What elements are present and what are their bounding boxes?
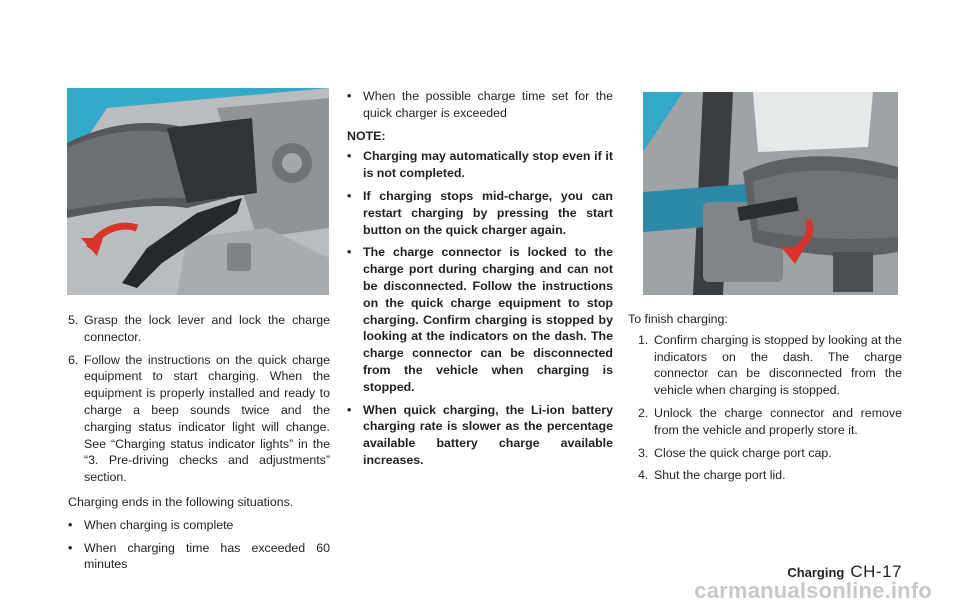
list-item: • Charging may automatically stop even if it is not completed.: [347, 149, 613, 181]
step-1: 1. Confirm charging is stopped by looking at the indicators on the dash. The charge connector can be disconnected from the vehicle when charging is stopped.: [638, 332, 902, 398]
list-item: • When quick charging, the Li-ion battery charging rate is slower as the percentage available battery charge available increases.: [347, 402, 613, 467]
charging-ends-list-continued: [347, 88, 613, 122]
right-column: [628, 311, 902, 490]
left-column: [68, 312, 330, 579]
finish-charging-intro: To finish charging:: [628, 312, 728, 326]
finish-steps-list: [628, 332, 902, 484]
step-2: 2. Unlock the charge connector and remove from the vehicle and properly store it.: [638, 405, 902, 437]
step-5: 5. Grasp the lock lever and lock the charge connector.: [68, 313, 330, 344]
charging-ends-intro: Charging ends in the following situations.: [68, 494, 294, 509]
step-6: 6. Follow the instructions on the quick charge equipment to start charging. When the equipment is properly installed and ready to charge a beep sounds twice and the charging status indicator light will change. See “Charging status indicator lights” in the “3. Pre-driving checks and adjustments” section.: [68, 352, 330, 485]
list-item: • The charge connector is locked to the charge port during charging and can not be disconnected. Follow the instructions on the quick charge equipment to stop charging. Confirm charging is stopped by looking at the indicators on the dash. The charge connector can be disconnected from the vehicle when charging is stopped.: [347, 245, 613, 394]
page-number: CH-17: [850, 562, 902, 581]
lock-lever-illustration: [67, 88, 329, 295]
list-item: • When charging time has exceeded 60 minutes: [68, 540, 330, 572]
step-4: 4. Shut the charge port lid.: [638, 468, 786, 483]
list-item: • When the possible charge time set for the quick charger is exceeded: [347, 89, 613, 120]
middle-column: [347, 88, 613, 475]
note-list: [347, 148, 613, 468]
unlock-connector-illustration: [643, 92, 898, 295]
note-label: NOTE:: [347, 128, 386, 143]
list-item: • When charging is complete: [68, 517, 234, 532]
charging-ends-list: [68, 517, 330, 573]
section-name: Charging: [787, 565, 845, 580]
steps-list: [68, 312, 330, 486]
step-3: 3. Close the quick charge port cap.: [638, 445, 832, 460]
watermark: carmanualsonline.info: [694, 578, 932, 603]
list-item: • If charging stops mid-charge, you can restart charging by pressing the start button on the quick charger again.: [347, 188, 613, 237]
